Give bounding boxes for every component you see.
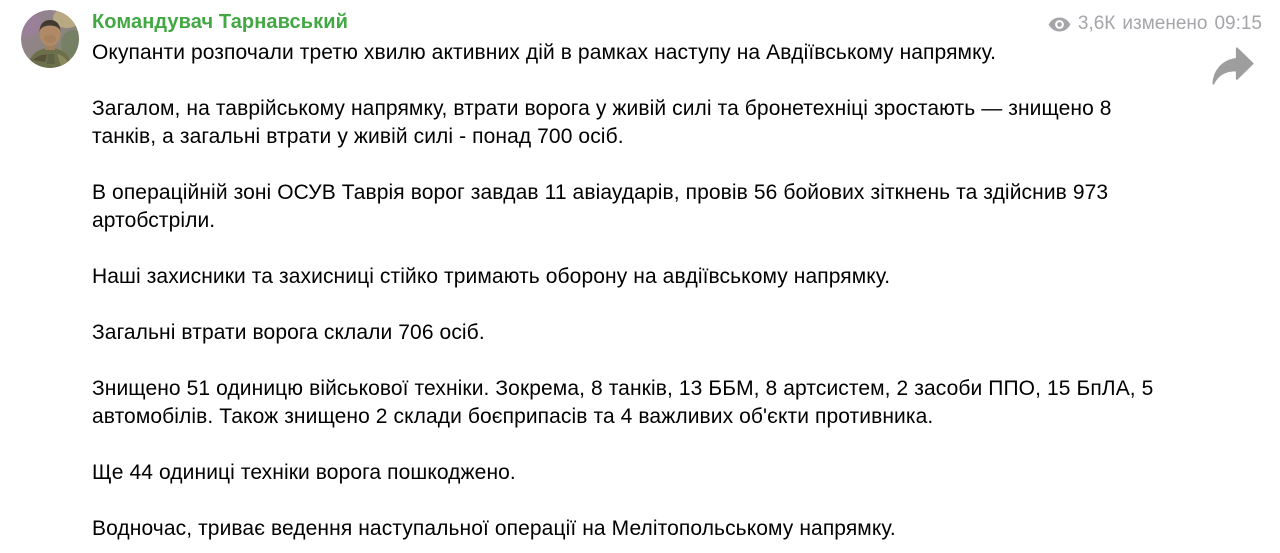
views-count: 3,6К: [1077, 13, 1116, 34]
message-paragraph: Ще 44 одиниці техніки ворога пошкоджено.: [92, 461, 516, 484]
message-text: [92, 39, 1172, 543]
share-button[interactable]: [1212, 46, 1254, 86]
channel-name[interactable]: Командувач Тарнавський: [92, 11, 349, 33]
message-paragraph: Загальні втрати ворога склали 706 осіб.: [92, 321, 485, 344]
channel-avatar[interactable]: [21, 10, 79, 68]
message-paragraph: Загалом, на таврійському напрямку, втрати ворога у живій силі та бронетехніці зростають — знищено 8 танків, а загальні втрати у живій силі - понад 700 осіб.: [92, 97, 1112, 148]
message-paragraph: Окупанти розпочали третю хвилю активних дій в рамках наступу на Авдіївському напрямку.: [92, 41, 997, 64]
eye-icon: [1048, 17, 1071, 32]
share-arrow-icon: [1212, 46, 1254, 86]
channel-avatar-photo: [21, 10, 79, 68]
message-paragraph: В операційній зоні ОСУВ Таврія ворог завдав 11 авіаударів, провів 56 бойових зіткнень та здійснив 973 артобстріли.: [92, 181, 1109, 232]
message-paragraph: Наші захисники та захисниці стійко тримають оборону на авдіївському напрямку.: [92, 265, 891, 288]
message-time: 09:15: [1214, 13, 1262, 34]
edited-label: изменено: [1122, 13, 1208, 34]
message-paragraph: Водночас, триває ведення наступальної операції на Мелітопольському напрямку.: [92, 517, 896, 540]
message-paragraph: Знищено 51 одиницю військової техніки. Зокрема, 8 танків, 13 ББМ, 8 артсистем, 2 засоби ППО, 15 БпЛА, 5 автомобілів. Також знищено 2 склади боєприпасів та 4 важливих об'єкти противника.: [92, 377, 1154, 428]
message-meta: [1048, 13, 1262, 35]
